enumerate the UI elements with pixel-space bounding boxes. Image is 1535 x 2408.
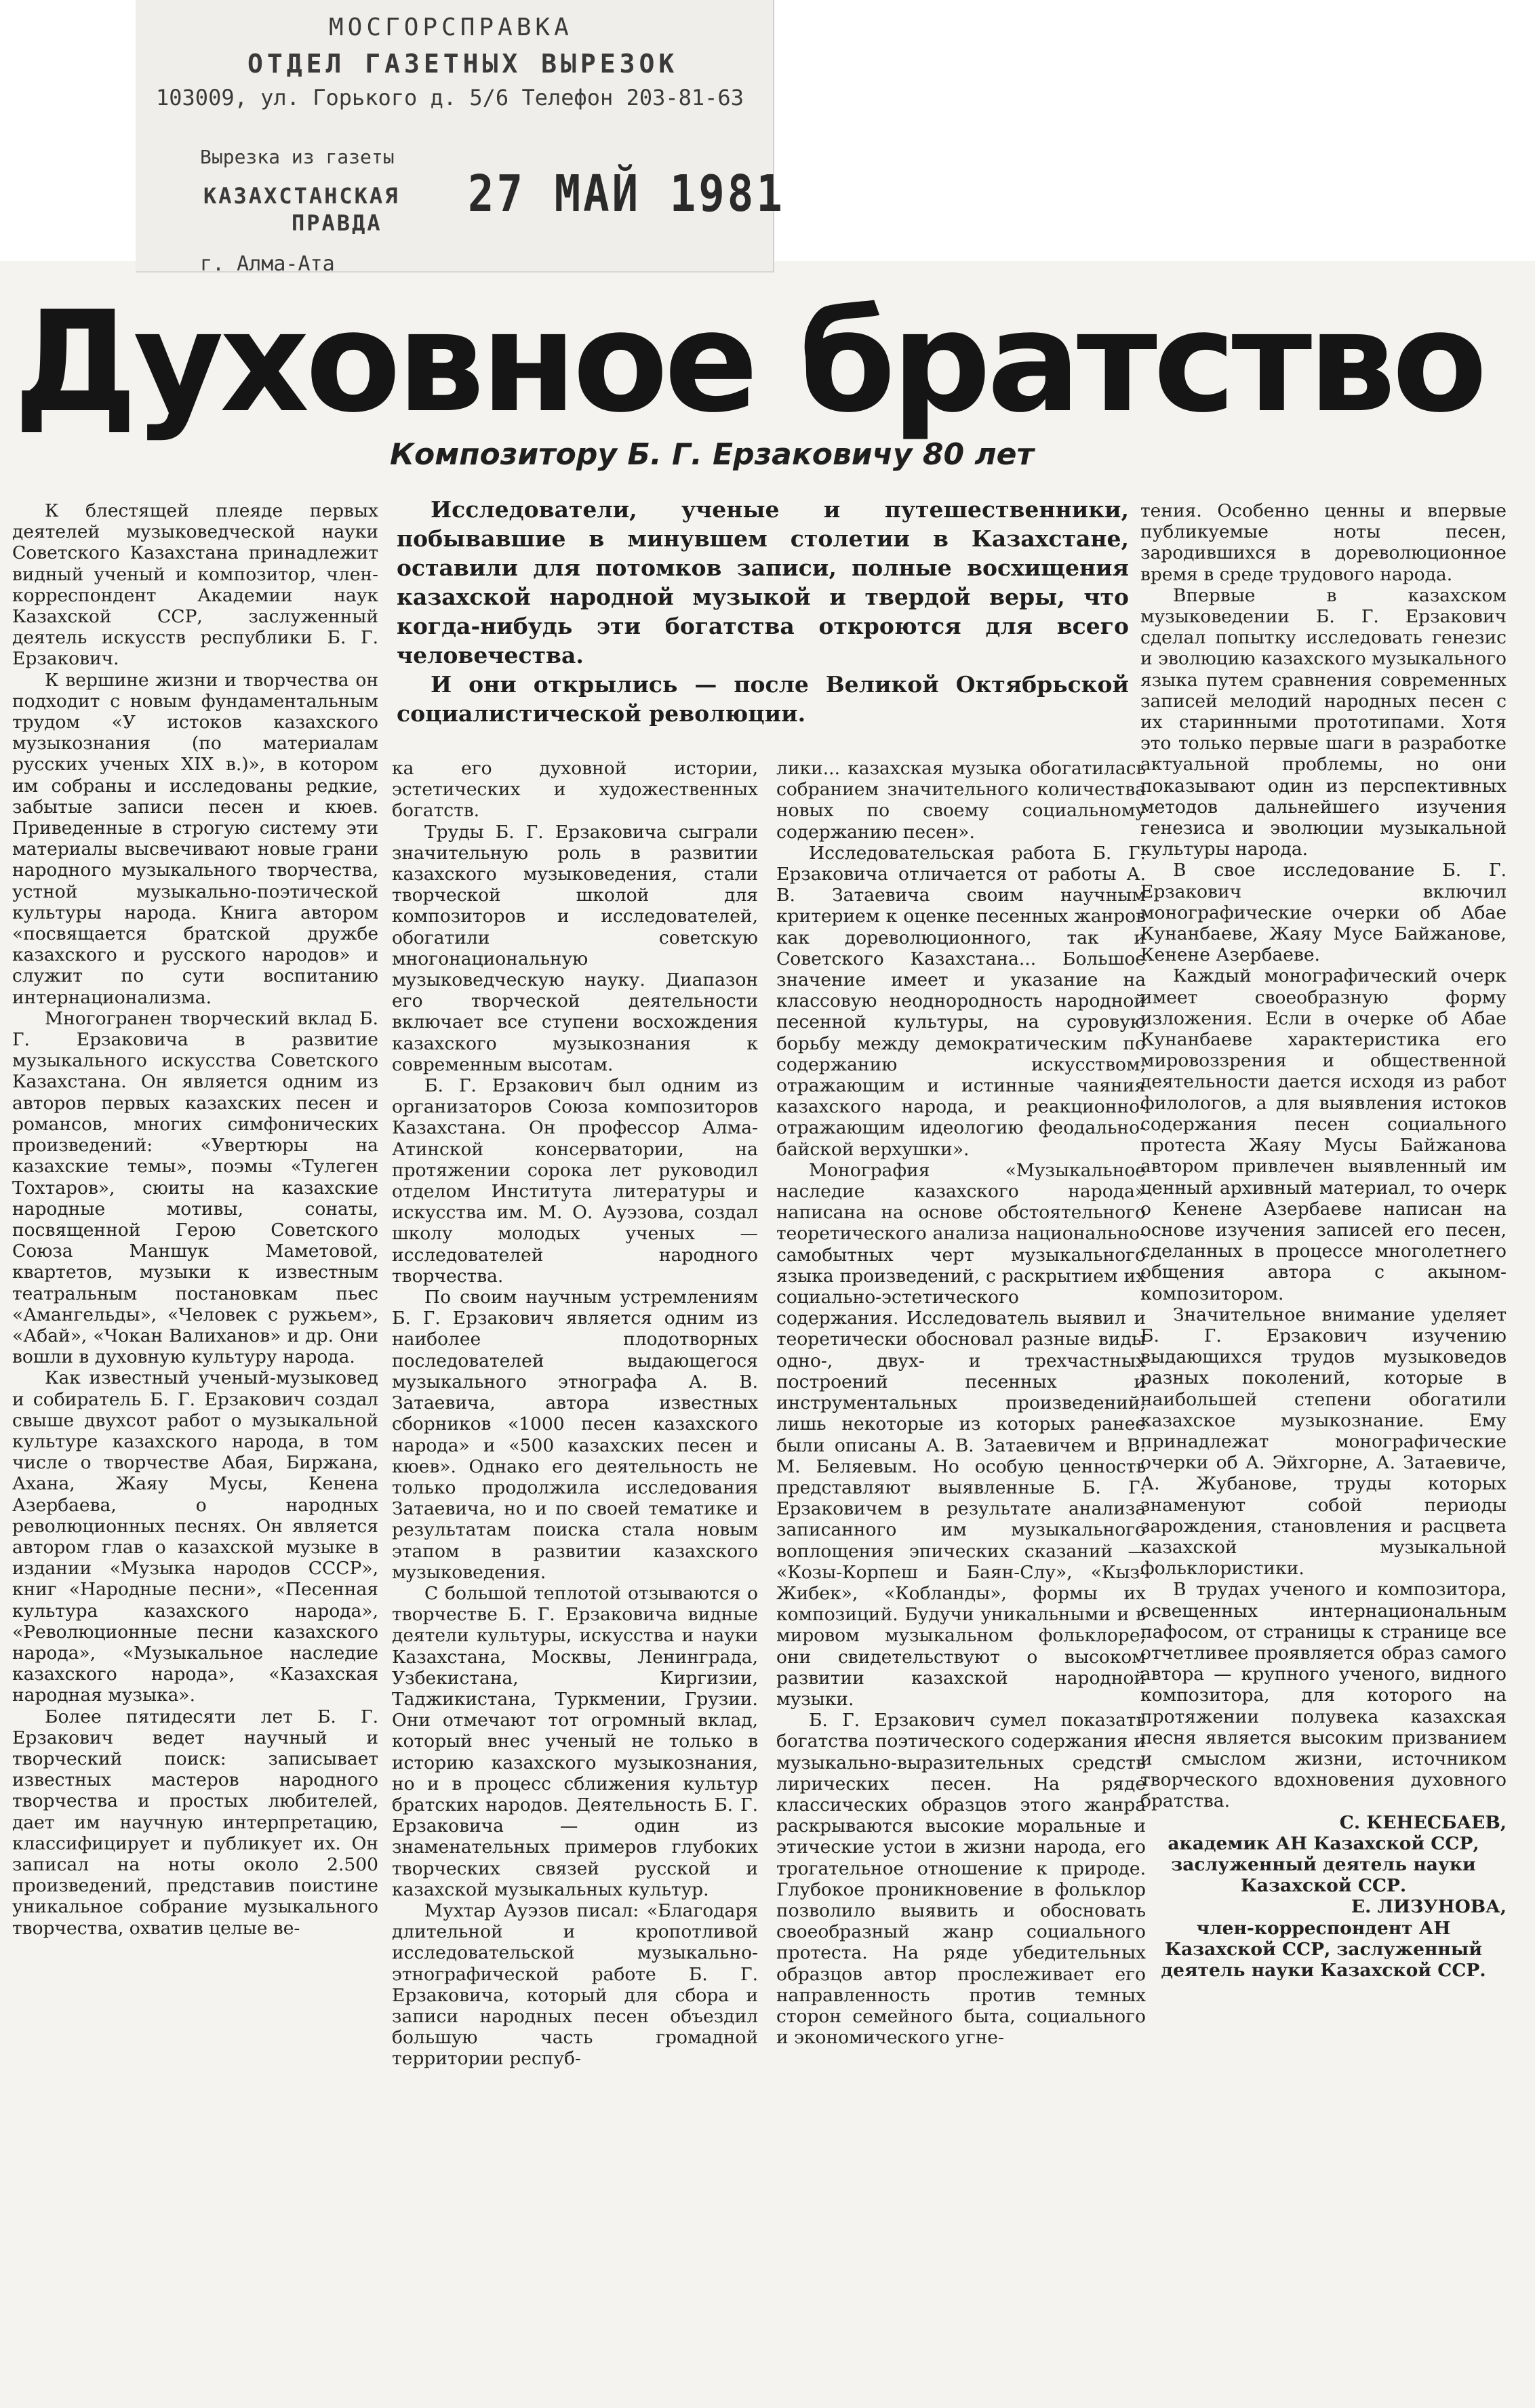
paragraph: лики... казахская музыка обогатилась собранием значительного количества новых по своему социальному содержанию песен». (776, 758, 1146, 843)
author-name: Е. ЛИЗУНОВА, (1351, 1896, 1507, 1918)
stamp-department: ОТДЕЛ ГАЗЕТНЫХ ВЫРЕЗОК (247, 49, 679, 79)
stamp-newspaper-name: КАЗАХСТАНСКАЯ (203, 183, 400, 209)
paragraph: Как известный ученый-музыковед и собиратель Б. Г. Ерзакович создал свыше двухсот работ о музыкальной культуре казахского народа, в том числе о творчестве Абая, Биржана, Ахана, Жаяу Мусы, Кенена Азербаева, о народных революционных песнях. Он является автором глав о казахской музыке в издании «Музыка народов СССР», книг «Народные песни», «Песенная культура казахского народа», «Революционные песни казахского народа», «Музыкальное наследие казахского народа», «Казахская народная музыка». (12, 1367, 378, 1706)
paragraph: С большой теплотой отзываются о творчестве Б. Г. Ерзаковича видные деятели культуры, искусства и науки Казахстана, Москвы, Ленинграда, Узбекистана, Киргизии, Таджикистана, Туркмении, Грузии. Они отмечают тот огромный вклад, который внес ученый не только в историю казахского музыкознания, но и в процесс сближения культур братских народов. Деятельность Б. Г. Ерзаковича — один из знаменательных примеров глубоких творческих связей русской и казахской музыкальных культур. (392, 1582, 758, 1900)
stamp-city: г. Алма-Ата (200, 252, 335, 276)
paragraph: Мухтар Ауэзов писал: «Благодаря длительной и кропотливой исследовательской музыкально-этнографической работе Б. Г. Ерзаковича, который для сбора и записи народных песен объездил большую часть громадной территории респуб- (392, 1900, 758, 2070)
article-subtitle: Композитору Б. Г. Ерзаковичу 80 лет (390, 437, 1034, 472)
article-lead (397, 495, 1129, 728)
stamp-agency: МОСГОРСПРАВКА (329, 14, 573, 41)
article-headline: Духовное братство (14, 282, 1483, 443)
author-signature (1140, 1812, 1507, 1897)
author-name: С. КЕНЕСБАЕВ, (1339, 1811, 1507, 1833)
text-column-2 (392, 758, 758, 2070)
paragraph: Каждый монографический очерк имеет своеобразную форму изложения. Если в очерке об Абае Кунанбаеве характеристика его мировоззрения и общественной деятельности дается исходя из работ филологов, а для выявления истоков содержания песен социального протеста Жаяу Мусы Байжанова автором привлечен выявленный им ценный архивный материал, то очерк о Кенене Азербаеве написан на основе изучения записей его песен, сделанных в процессе многолетнего общения автора с акыном-композитором. (1140, 965, 1507, 1304)
paragraph: К вершине жизни и творчества он подходит с новым фундаментальным трудом «У истоков казахского музыкознания (по материалам русских ученых XIX в.)», в котором им собраны и исследованы редкие, забытые записи песен и кюев. Приведенные в строгую систему эти материалы высвечивают новые грани народного музыкального творчества, устной музыкально-поэтической культуры народа. Книга автором «посвящается братской дружбе казахского и русского народов» и служит по сути воспитанию интернационализма. (12, 669, 378, 1008)
stamp-newspaper-name-2: ПРАВДА (292, 210, 382, 236)
paragraph: В трудах ученого и композитора, освещенных интернациональным пафосом, от страницы к странице все отчетливее проявляется образ самого автора — крупного ученого, видного композитора, для которого на протяжении полувека казахская песня является высоким призванием и смыслом жизни, источником творческого вдохновения духовного братства. (1140, 1579, 1507, 1812)
stamp-date: 27 МАЙ 1981 (468, 165, 785, 224)
paragraph: По своим научным устремлениям Б. Г. Ерзакович является одним из наиболее плодотворных последователей выдающегося музыкального этнографа А. В. Затаевича, автора известных сборников «1000 песен казахского народа» и «500 казахских песен и кюев». Однако его деятельность не только продолжила исследования Затаевича, но и по своей тематике и результатам поиска стала новым этапом в развитии казахского музыковедения. (392, 1287, 758, 1583)
paragraph: Впервые в казахском музыковедении Б. Г. Ерзакович сделал попытку исследовать генезис и эволюцию казахского музыкального языка путем сравнения современных записей мелодий народных песен с их старинными прототипами. Хотя это только первые шаги в разработке актуальной проблемы, но они показывают один из перспективных методов дальнейшего изучения генезиса и эволюции музыкальной культуры народа. (1140, 584, 1507, 860)
author-signature (1140, 1896, 1507, 1981)
paragraph: Б. Г. Ерзакович сумел показать богатства поэтического содержания и музыкально-выразительных средств лирических песен. На ряде классических образцов этого жанра раскрываются высокие моральные и этические устои в жизни народа, его трогательное отношение к природе. Глубокое проникновение в фольклор позволило выявить и обосновать своеобразный жанр социального протеста. На ряде убедительных образцов автор прослеживает его направленность против темных сторон семейного быта, социального и экономического угне- (776, 1710, 1146, 2049)
author-title: член-корреспондент АН Казахской ССР, заслуженный деятель науки Казахской ССР. (1161, 1917, 1486, 1982)
paragraph: Исследовательская работа Б. Г. Ерзаковича отличается от работы А. В. Затаевича своим научным критерием к оценке песенных жанров как дореволюционного, так и Советского Казахстана... Большое значение имеет и указание на классовую неоднородность народной песенной культуры, на суровую борьбу между демократическим по содержанию искусством, отражающим и истинные чаяния казахского народа, и реакционно-отражающим идеологию феодально-байской верхушки». (776, 842, 1146, 1160)
paragraph: К блестящей плеяде первых деятелей музыковедческой науки Советского Казахстана принадлежит видный ученый и композитор, член-корреспондент Академии наук Казахской ССР, заслуженный деятель искусств республики Б. Г. Ерзакович. (12, 500, 378, 670)
text-column-1 (12, 500, 378, 1939)
lead-paragraph: И они открылись — после Великой Октябрьской социалистической революции. (397, 671, 1129, 727)
paragraph: В свое исследование Б. Г. Ерзакович включил монографические очерки об Абае Кунанбаеве, Жаяу Мусе Байжанове, Кенене Азербаеве. (1140, 860, 1507, 966)
stamp-clip-label: Вырезка из газеты (200, 146, 395, 168)
author-title: академик АН Казахской ССР, заслуженный деятель науки Казахской ССР. (1168, 1832, 1479, 1897)
lead-paragraph: Исследователи, ученые и путешественники, побывавшие в минувшем столетии в Казахстане, оставили для потомков записи, полные восхищения казахской народной музыкой и твердой веры, что когда-нибудь эти богатства откроются для всего человечества. (397, 496, 1129, 668)
paragraph: Многогранен творческий вклад Б. Г. Ерзаковича в развитие музыкального искусства Советского Казахстана. Он является одним из авторов первых казахских песен и романсов, многих симфонических произведений: «Увертюры на казахские темы», поэмы «Тулеген Тохтаров», сюиты на казахские народные мотивы, сонаты, посвященной Герою Советского Союза Маншук Маметовой, квартетов, музыки к известным театральным постановкам пьес «Амангельды», «Человек с ружьем», «Абай», «Чокан Валиханов» и др. Они вошли в духовную культуру народа. (12, 1007, 378, 1368)
paragraph: Более пятидесяти лет Б. Г. Ерзакович ведет научный и творческий поиск: записывает известных мастеров народного творчества и простых любителей, дает им научную интерпретацию, классифицирует и публикует их. Он записал на ноты около 2.500 произведений, представив поистине уникальное собрание музыкального творчества, охватив целые ве- (12, 1706, 378, 1939)
paragraph: ка его духовной истории, эстетических и художественных богатств. (392, 758, 758, 822)
paragraph: Монография «Музыкальное наследие казахского народа» написана на основе обстоятельного теоретического анализа национально-самобытных черт музыкального языка произведений, с раскрытием их социально-эстетического содержания. Исследователь выявил и теоретически обосновал разные виды одно-, двух- и трехчастных построений песенных и инструментальных произведений, лишь некоторые из которых ранее были описаны А. В. Затаевичем и В. М. Беляевым. Но особую ценность представляют выявленные Б. Г. Ерзаковичем в результате анализа записанного им музыкального воплощения эпических сказаний — «Козы-Корпеш и Баян-Слу», «Кыз-Жибек», «Кобланды», формы их композиций. Будучи уникальными и в мировом музыкальном фольклоре, они свидетельствуют о высоком развитии казахской народной музыки. (776, 1159, 1146, 1710)
clipping-service-stamp (136, 0, 785, 276)
paragraph: тения. Особенно ценны и впервые публикуемые ноты песен, зародившихся в дореволюционное время в среде трудового народа. (1140, 500, 1507, 585)
text-column-3 (776, 758, 1146, 2048)
paragraph: Труды Б. Г. Ерзаковича сыграли значительную роль в развитии казахского музыковедения, стали творческой школой для композиторов и исследователей, обогатили советскую многонациональную музыковедческую науку. Диапазон его творческой деятельности включает все ступени восхождения казахского музыкознания к современным высотам. (392, 821, 758, 1075)
paragraph: Значительное внимание уделяет Б. Г. Ерзакович изучению выдающихся трудов музыковедов разных поколений, которые в наибольшей степени обогатили казахское музыкознание. Ему принадлежат монографические очерки об А. Эйхгорне, А. Затаевиче, А. Жубанове, труды которых знаменуют собой периоды зарождения, становления и расцвета казахской музыкальной фольклористики. (1140, 1304, 1507, 1580)
text-column-4 (1140, 500, 1507, 1981)
paragraph: Б. Г. Ерзакович был одним из организаторов Союза композиторов Казахстана. Он профессор Алма-Атинской консерватории, на протяжении сорока лет руководил отделом Института литературы и искусства им. М. О. Ауэзова, создал школу молодых ученых — исследователей народного творчества. (392, 1075, 758, 1287)
stamp-address: 103009, ул. Горького д. 5/6 Телефон 203-81-63 (156, 85, 744, 111)
